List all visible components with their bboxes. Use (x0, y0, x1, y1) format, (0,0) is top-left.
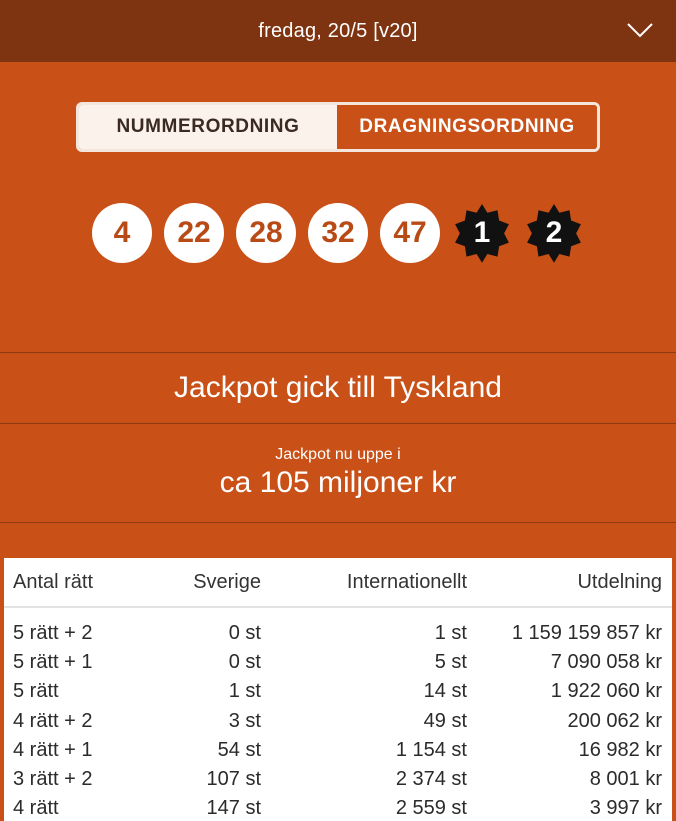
header-payout: Utdelning (577, 570, 662, 593)
cell-sweden: 0 st (228, 622, 261, 645)
star-number (524, 203, 584, 263)
star-number (452, 203, 512, 263)
number-ball: 28 (236, 203, 296, 263)
cell-payout: 1 159 159 857 kr (511, 622, 662, 645)
cell-international: 1 154 st (395, 738, 467, 761)
cell-correct: 5 rätt + 2 (13, 622, 93, 645)
cell-international: 1 st (434, 622, 467, 645)
cell-payout: 1 922 060 kr (550, 680, 662, 703)
table-row (4, 648, 672, 677)
table-row (4, 765, 672, 794)
number-ball: 4 (92, 203, 152, 263)
cell-international: 14 st (423, 680, 467, 703)
divider (0, 522, 676, 523)
star-value: 1 (473, 216, 491, 249)
cell-correct: 5 rätt + 1 (13, 651, 93, 674)
cell-international: 2 559 st (395, 797, 467, 820)
cell-sweden: 3 st (228, 709, 261, 732)
cell-payout: 16 982 kr (578, 738, 662, 761)
cell-correct: 3 rätt + 2 (13, 768, 93, 791)
header-international: Internationellt (346, 570, 467, 593)
tab-number-order[interactable]: NUMMERORDNING (79, 105, 337, 149)
number-ball: 22 (164, 203, 224, 263)
table-row (4, 794, 672, 821)
tab-draw-order[interactable]: DRAGNINGSORDNING (337, 105, 597, 149)
number-ball: 47 (380, 203, 440, 263)
order-toggle (76, 102, 600, 152)
cell-payout: 8 001 kr (589, 768, 662, 791)
jackpot-winner-text: Jackpot gick till Tyskland (174, 371, 502, 404)
jackpot-now-label: Jackpot nu uppe i (275, 446, 401, 463)
draw-date: fredag, 20/5 [v20] (258, 19, 418, 42)
table-row (4, 677, 672, 706)
cell-sweden: 0 st (228, 651, 261, 674)
date-selector-bar[interactable] (0, 0, 676, 62)
cell-payout: 200 062 kr (567, 709, 662, 732)
table-header (4, 558, 672, 608)
cell-international: 2 374 st (395, 768, 467, 791)
jackpot-current (0, 424, 676, 522)
jackpot-now-amount: ca 105 miljoner kr (219, 466, 457, 499)
cell-correct: 4 rätt + 1 (13, 738, 93, 761)
number-ball: 32 (308, 203, 368, 263)
winning-numbers (0, 203, 676, 263)
cell-sweden: 54 st (217, 738, 261, 761)
header-correct: Antal rätt (13, 570, 94, 593)
cell-international: 49 st (423, 709, 467, 732)
star-value: 2 (545, 216, 563, 249)
cell-sweden: 1 st (228, 680, 261, 703)
cell-correct: 4 rätt + 2 (13, 709, 93, 732)
cell-correct: 4 rätt (13, 797, 59, 820)
cell-payout: 7 090 058 kr (550, 651, 662, 674)
prize-table (4, 558, 672, 821)
cell-payout: 3 997 kr (589, 797, 662, 820)
chevron-down-icon[interactable] (626, 20, 654, 40)
cell-international: 5 st (434, 651, 467, 674)
header-sweden: Sverige (193, 570, 261, 593)
cell-sweden: 147 st (206, 797, 261, 820)
cell-sweden: 107 st (206, 768, 261, 791)
table-row (4, 619, 672, 648)
table-row (4, 736, 672, 765)
cell-correct: 5 rätt (13, 680, 59, 703)
table-row (4, 707, 672, 736)
